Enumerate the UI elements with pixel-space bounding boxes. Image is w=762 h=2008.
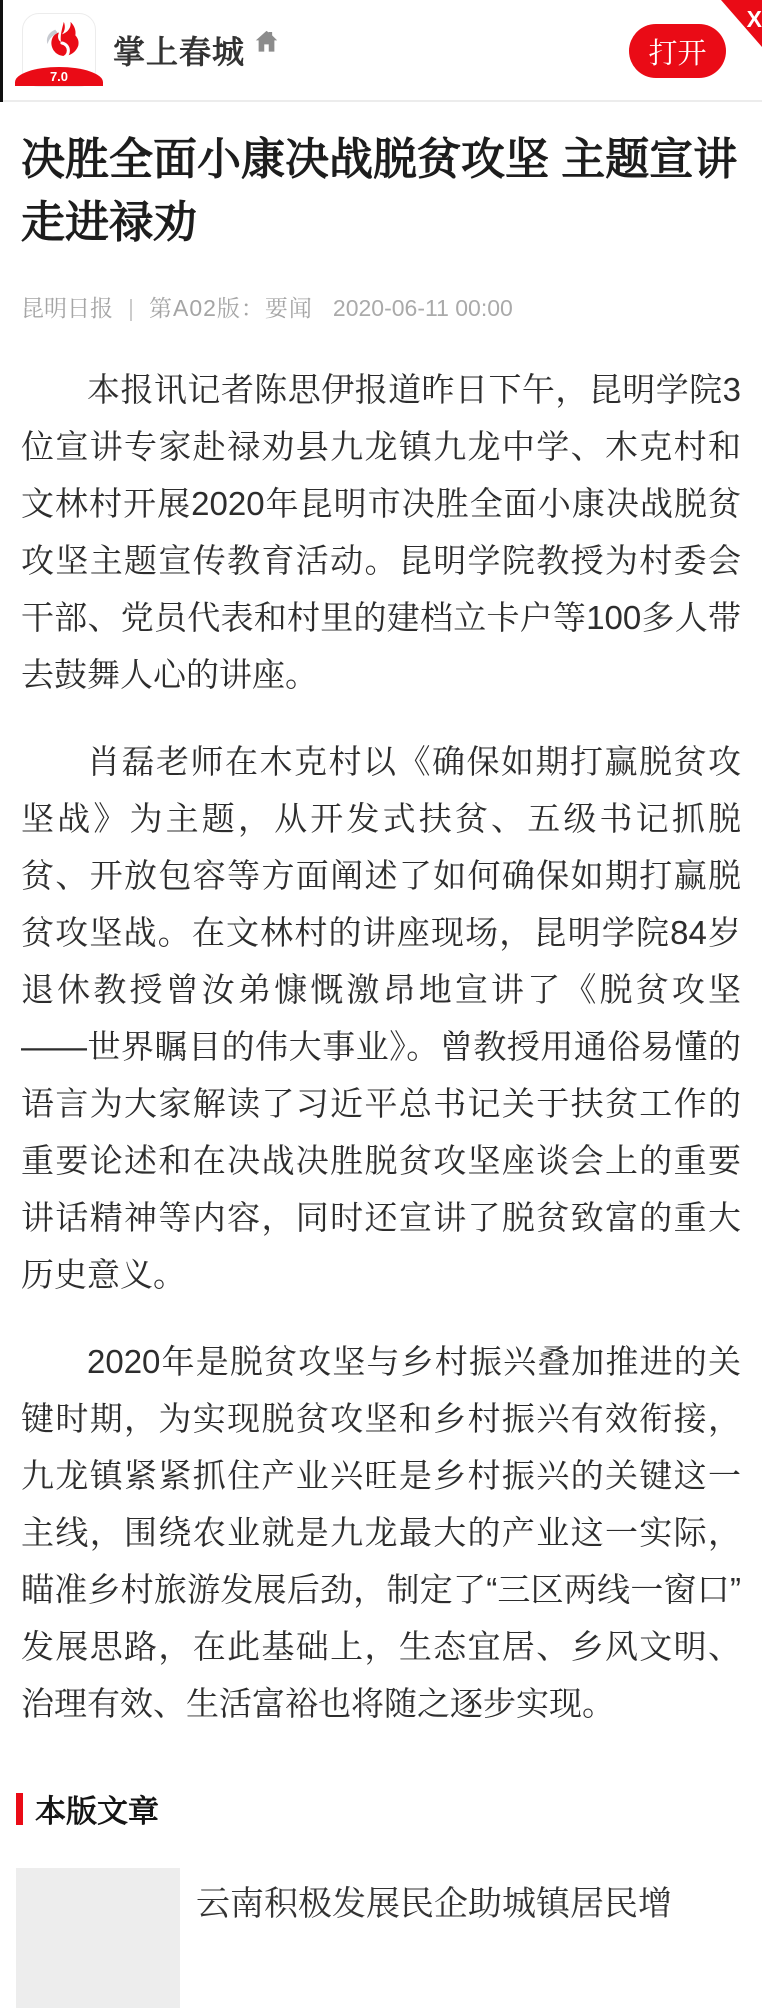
app-version: 7.0 [49,69,69,84]
byline-edition: 第A02版：要闻 [148,295,313,321]
section-accent-bar [16,1793,23,1825]
open-app-button[interactable]: 打开 [629,24,726,78]
section-header [16,1786,746,1831]
app-banner [0,0,762,102]
section-title: 本版文章 [35,1794,159,1829]
article-paragraph-3: 2020年是脱贫攻坚与乡村振兴叠加推进的关键时期，为实现脱贫攻坚和乡村振兴有效衔接，九龙镇紧紧抓住产业兴旺是乡村振兴的关键这一主线，围绕农业就是九龙最大的产业这一实际，瞄准乡村旅游发展后劲，制定了“三区两线一窗口”发展思路，在此基础上，生态宜居、乡风文明、治理有效、生活富裕也将随之逐步实现。 [21,1343,741,1722]
related-section [0,1786,762,2008]
home-icon [253,28,280,55]
related-article-title: 云南积极发展民企助城镇居民增 [196,1885,672,1923]
byline-source: 昆明日报 [21,295,113,321]
article-title: 决胜全面小康决战脱贫攻坚 主题宣讲走进禄劝 [21,135,738,247]
article [0,128,762,1732]
left-edge-artifact [0,0,3,102]
phoenix-logo-icon [37,17,83,69]
close-icon[interactable]: X [746,6,762,32]
app-name: 掌上春城 [113,34,246,70]
app-logo [22,13,96,87]
article-thumbnail-placeholder [16,1868,180,2008]
related-article-item[interactable] [16,1868,746,2008]
article-byline [21,290,741,323]
article-paragraph-2: 肖磊老师在木克村以《确保如期打赢脱贫攻坚战》为主题，从开发式扶贫、五级书记抓脱贫、开放包容等方面阐述了如何确保如期打赢脱贫攻坚战。在文林村的讲座现场，昆明学院84岁退休教授曾汝弟慷慨激昂地宣讲了《脱贫攻坚——世界瞩目的伟大事业》。曾教授用通俗易懂的语言为大家解读了习近平总书记关于扶贫工作的重要论述和在决战决胜脱贫攻坚座谈会上的重要讲话精神等内容，同时还宣讲了脱贫致富的重大历史意义。 [21,743,741,1293]
logo-version-band [15,67,103,86]
article-paragraph-1: 本报讯记者陈思伊报道昨日下午，昆明学院3位宣讲专家赴禄劝县九龙镇九龙中学、木克村和文林村开展2020年昆明市决胜全面小康决战脱贫攻坚主题宣传教育活动。昆明学院教授为村委会干部、党员代表和村里的建档立卡户等100多人带去鼓舞人心的讲座。 [21,371,741,693]
byline-datetime: 2020-06-11 00:00 [332,295,513,321]
byline-separator: | [128,295,134,321]
